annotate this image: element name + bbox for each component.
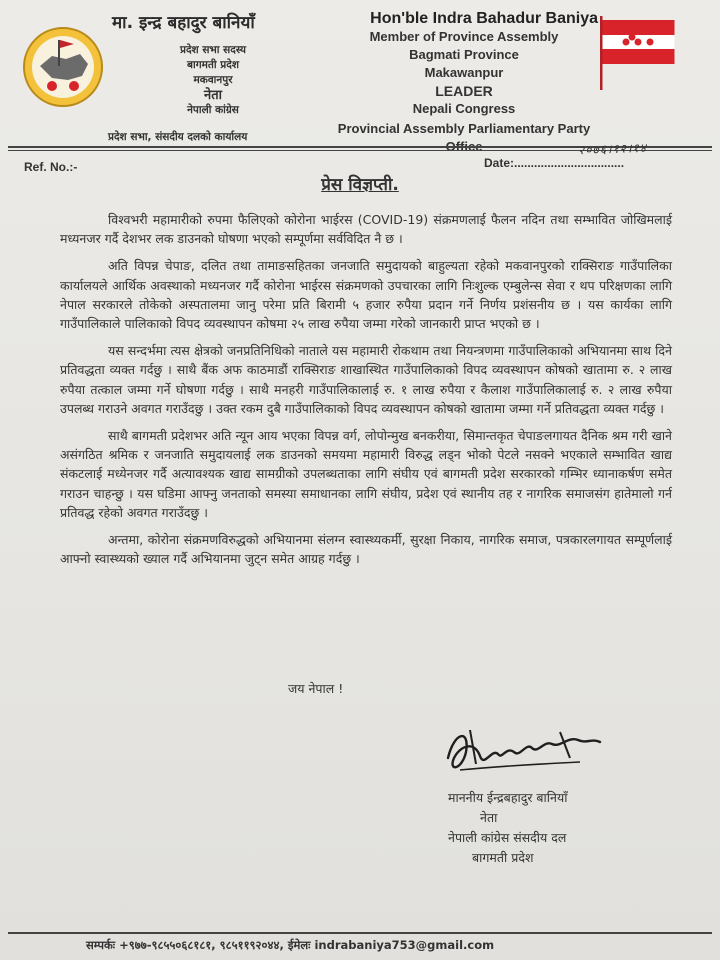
paragraph-1: विश्वभरी महामारीको रुपमा फैलिएको कोरोना भाईरस (COVID-19) संक्रमणलाई फैलन नदिन तथा सम्भावित जोखिमलाई मध्यनजर गर्दै देशभर लक डाउनको घोषणा भएको सम्पूर्णमा सर्वविदित नै छ । — [60, 212, 672, 247]
signatory-block — [448, 788, 648, 868]
footer-rule — [8, 932, 712, 934]
name-devanagari: मा. इन्द्र बहादुर बानियाँ — [112, 13, 255, 33]
signatory-title: नेता — [480, 810, 498, 825]
party-devanagari: नेपाली कांग्रेस — [187, 104, 239, 116]
date-label: Date:................................. — [484, 156, 625, 170]
press-release-title: प्रेस विज्ञप्ती. — [321, 175, 399, 195]
signatory-name: माननीय ईन्द्रबहादुर बानियाँ — [448, 790, 568, 805]
designation-devanagari: प्रदेश सभा सदस्य — [179, 44, 247, 56]
paragraph-4: साथै बागमती प्रदेशभर अति न्यून आय भएका विपन्न वर्ग, लोपोन्मुख बनकरीया, सिमान्तकृत चेपाङलगायत दैनिक श्रम गरी खाने असंगठित श्रमिक र जनजाति समुदायलाई लक डाउनको समयमा महामारी विरुद्ध लड्न भोको पेटले नसक्ने भएकाले सम्भावित खाद्य संकटलाई मध्येनजर गर्दै अत्यावश्यक खाद्य सामग्रीको उपलब्धताका लागि संघीय एवं बागमती प्रदेश सरकारको गम्भिर ध्यानाकर्षण समेत गराउन चाहन्छु । यस घडिमा आफ्नु जनताको समस्या समाधानका लागि संघीय, प्रदेश एवं स्थानीय तह र नागरिक समाजसंग हातेमालो गर्न प्रतिवद्ध रहेको अवगत गराउँदछु । — [60, 428, 672, 520]
letter-body — [60, 210, 672, 576]
nepali-congress-emblem-logo — [22, 26, 104, 108]
office-devanagari: प्रदेश सभा, संसदीय दलको कार्यालय — [108, 131, 248, 143]
date-handwritten: २०७६।१२।१४ — [577, 140, 648, 158]
province-devanagari: बागमती प्रदेश — [187, 59, 239, 71]
province-english: Bagmati Province — [409, 47, 519, 62]
paragraph-5: अन्तमा, कोरोना संक्रमणविरुद्धको अभियानमा संलग्न स्वास्थ्यकर्मी, सुरक्षा निकाय, नागरिक समाज, पत्रकारलगायत सम्पूर्णलाई आफ्नो स्वास्थ्यको ख्याल गर्दै अभियानमा जुट्न समेत आग्रह गर्दछु । — [60, 532, 672, 567]
party-flag-icon — [596, 12, 678, 92]
leader-english: LEADER — [435, 83, 493, 99]
office-english: Provincial Assembly Parliamentary Party Office — [337, 121, 591, 154]
district-english: Makawanpur — [424, 65, 504, 80]
closing-salutation: जय नेपाल ! — [288, 681, 344, 696]
party-english: Nepali Congress — [412, 101, 516, 116]
header-right-english — [318, 10, 610, 156]
signatory-province: बागमती प्रदेश — [472, 850, 534, 865]
contact-footer: सम्पर्कः +९७७-९८५५०६८१८१, ९८५११९२०४४, ईमेलः indrabaniya753@gmail.com — [86, 938, 495, 952]
name-english: Hon'ble Indra Bahadur Baniya — [370, 10, 598, 27]
district-devanagari: मकवानपुर — [193, 74, 233, 86]
designation-english: Member of Province Assembly — [369, 29, 559, 44]
signatory-org: नेपाली कांग्रेस संसदीय दल — [448, 830, 567, 845]
paragraph-3: यस सन्दर्भमा त्यस क्षेत्रको जनप्रतिनिधिको नाताले यस महामारी रोकथाम तथा नियन्त्रणमा गाउँपालिकाको अभियानमा साथ दिने प्रतिवद्धता व्यक्त गर्दछु । साथै बैंक अफ काठमाडौं राक्सिराङ शाखास्थित गाउँपालिकाको विपद व्यवस्थापन कोषको खातामा रु. २ लाख रुपैया तत्काल जम्मा गर्ने घोषणा गर्दछु । साथै मनहरी गाउँपालिकालाई रु. १ लाख रुपैया र कैलाश गाउँपालिकालाई रु. २ लाख रुपैया उपलब्ध गराउने अवगत गराउँदछु । उक्त रकम दुबै गाउँपालिकाको विपद व्यवस्थापन कोषको खातामा जम्मा गर्ने प्रतिवद्धता व्यक्त गर्दछु । — [60, 343, 672, 416]
header-left-devanagari — [108, 10, 288, 143]
leader-devanagari: नेता — [204, 88, 222, 103]
handwritten-signature — [440, 718, 620, 780]
ref-no-label: Ref. No.:- — [24, 160, 78, 174]
paragraph-2: अति विपन्न चेपाङ, दलित तथा तामाङसहितका जनजाति समुदायको बाहुल्यता रहेको मकवानपुरको राक्सिराङ गाउँपालिका कार्यालयले आर्थिक अवस्थाको मध्यनजर गर्दै कोरोना भाईरस संक्रमणको उपचारका लागि निःशुल्क एम्बुलेन्स सेवा र थप परिक्षणका लागि नेपाल सरकारले तोकेको अस्पतालमा जानु परेमा प्रति बिरामी ५ हजार रुपैया प्रदान गर्ने निर्णय प्रशंसनीय छ । यस कार्यका लागि गाउँपालिकाले पालिकाको विपद व्यवस्थापन कोषमा २५ लाख रुपैया जम्मा गरेको जानकारी प्राप्त भएको छ । — [60, 258, 672, 332]
